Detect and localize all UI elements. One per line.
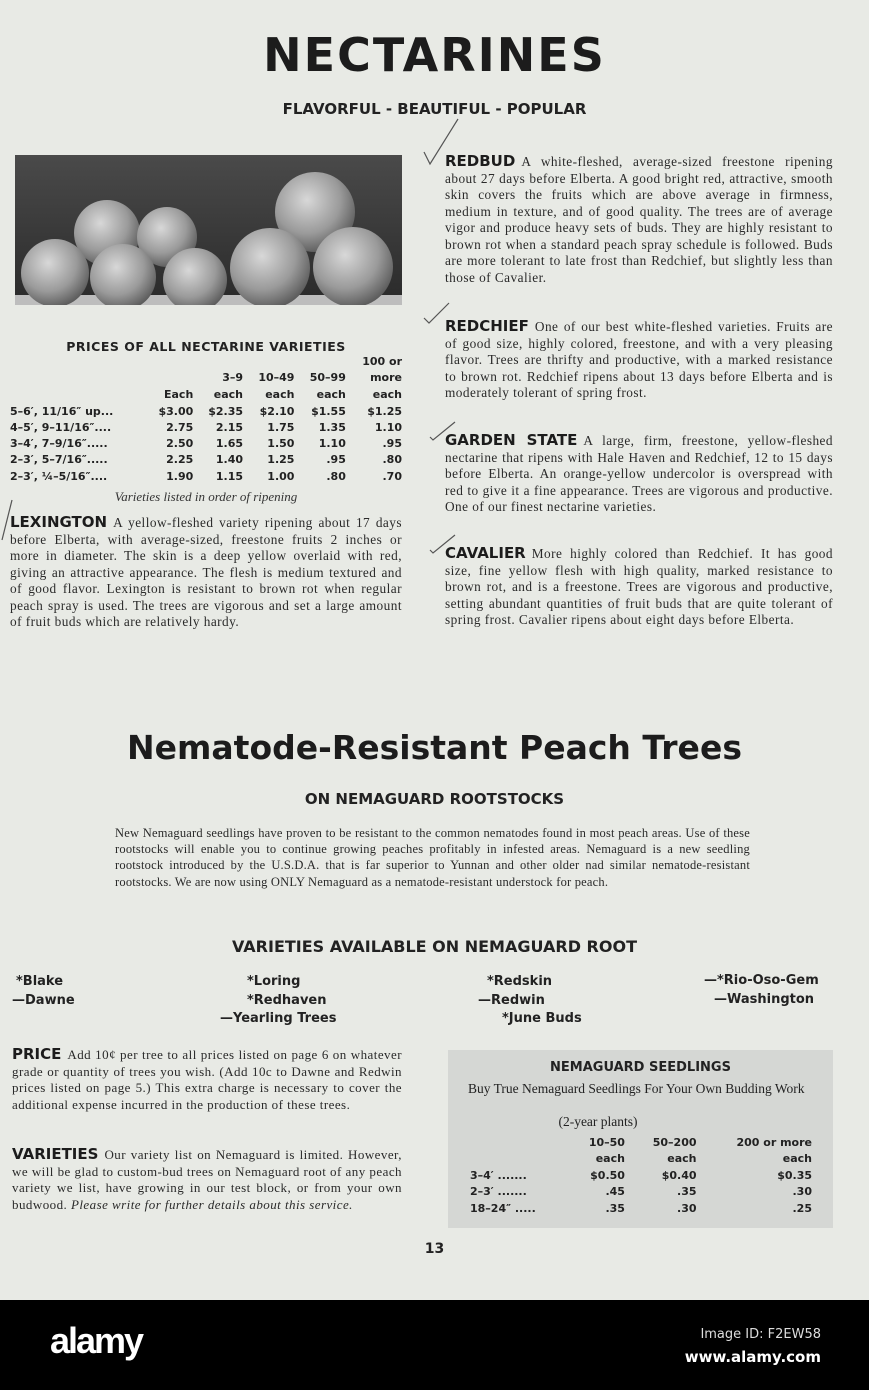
size-grade-cell: 4–5′, 9–11/16″....: [10, 420, 112, 434]
price-cell: $0.35: [777, 1168, 812, 1182]
price-cell: 1.90: [166, 469, 194, 483]
nectarine-price-table: [8, 354, 404, 484]
variety-name: CAVALIER: [445, 544, 526, 562]
variety-name: REDBUD: [445, 152, 516, 170]
seedlings-subtitle: Buy True Nemaguard Seedlings For Your Own Budding Work: [468, 1081, 805, 1096]
price-cell: $1.25: [367, 404, 402, 418]
watermark-footer: [0, 1300, 869, 1390]
price-text: Add 10¢ per tree to all prices listed on page 6 on whatever grade or quantity of trees you wish. (Add 10c to Dawne and Redwin prices listed on page 5.) This extra charge is necessary to cover the additional expense incurred in the production of these trees.: [12, 1047, 402, 1112]
price-cell: 1.65: [215, 437, 244, 451]
header-cell: [466, 1151, 568, 1168]
variety-item: —Yearling Trees: [220, 1011, 337, 1026]
size-grade-cell: 2–3′, 5–7/16″.....: [10, 453, 108, 467]
seedlings-plants-note: (2-year plants): [558, 1114, 638, 1129]
size-grade-cell: 5–6′, 11/16″ up...: [10, 404, 114, 418]
price-cell: $2.10: [259, 404, 295, 418]
header-cell: each: [667, 1152, 697, 1166]
table-row: [466, 1167, 816, 1184]
price-heading: PRICE: [12, 1045, 62, 1063]
ripening-caption: Varieties listed in order of ripening: [114, 489, 298, 504]
price-cell: .35: [605, 1201, 625, 1215]
price-cell: 1.40: [215, 453, 244, 467]
price-cell: .25: [792, 1201, 812, 1215]
table-row: [466, 1184, 816, 1201]
header-cell: 10–50: [588, 1135, 625, 1149]
price-cell: 1.10: [374, 420, 402, 434]
site-url: www.alamy.com: [684, 1348, 821, 1366]
price-cell: $2.35: [208, 404, 244, 418]
price-cell: 1.35: [318, 420, 346, 434]
price-cell: .70: [382, 469, 402, 483]
size-grade-cell: 3–4′, 7–9/16″.....: [10, 437, 108, 451]
prices-title: PRICES OF ALL NECTARINE VARIETIES: [66, 339, 346, 354]
variety-item: *Loring: [247, 974, 301, 989]
varieties-paragraph: [12, 1146, 402, 1213]
varieties-heading: VARIETIES: [12, 1145, 99, 1163]
variety-item: *Blake: [16, 974, 64, 989]
nectarines-photo: [15, 155, 402, 305]
variety-column: [220, 973, 336, 1029]
variety-garden-state: [445, 432, 833, 516]
header-cell: 50–99 each: [309, 371, 346, 401]
price-cell: .80: [382, 453, 402, 467]
price-cell: .30: [792, 1185, 812, 1199]
price-cell: 1.50: [267, 437, 295, 451]
price-cell: .95: [326, 453, 346, 467]
table-header-row: [466, 1151, 816, 1168]
price-cell: $0.50: [590, 1168, 625, 1182]
size-grade-cell: 2–3′, ¼–5/16″....: [10, 469, 108, 483]
header-cell: [8, 354, 146, 403]
variety-name: GARDEN STATE: [445, 431, 578, 449]
size-grade-cell: 3–4′ .......: [470, 1168, 527, 1182]
price-cell: 1.75: [267, 420, 295, 434]
alamy-logo: alamy: [50, 1320, 143, 1361]
price-cell: .95: [382, 437, 402, 451]
variety-item: *Redskin: [487, 974, 553, 989]
variety-column: [704, 972, 819, 1009]
table-header-row: [8, 354, 404, 403]
variety-description: More highly colored than Redchief. It has good size, fine yellow flesh with high quality, marked resistance to brown rot, and is a freestone. Trees are vigorous and productive, setting abundant quantities of fruit buds that are quite tolerant of spring frost. Cavalier ripens about eight days before Elberta.: [445, 546, 833, 627]
table-row: [8, 419, 404, 435]
price-cell: 2.75: [166, 420, 194, 434]
price-cell: .45: [605, 1185, 625, 1199]
header-cell: Each: [164, 387, 194, 401]
header-cell: each: [782, 1152, 812, 1166]
intro-paragraph: New Nemaguard seedlings have proven to be resistant to the common nematodes found in most peach areas. Use of these rootstocks will enable you to continue growing peaches profitably in infested areas. Nemaguard is a new seedling rootstock introduced by the U.S.D.A. that is far superior to Yunnan and other older nad similar nematode-resistant rootstocks. We are now using ONLY Nemaguard as a nematode-resistant understock for peach.: [115, 826, 750, 889]
section-subtitle: ON NEMAGUARD ROOTSTOCKS: [304, 790, 565, 808]
variety-redchief: [445, 318, 833, 402]
price-cell: $0.40: [661, 1168, 697, 1182]
variety-item: —Redwin: [478, 992, 545, 1008]
variety-item: *June Buds: [502, 1011, 582, 1026]
size-grade-cell: 18–24″ .....: [470, 1201, 536, 1215]
price-cell: 2.25: [166, 453, 194, 467]
variety-description: A yellow-fleshed variety ripening about 17 days before Elberta, with average-sized, freestone fruits 2 inches or more in diameter. The skin is a deep yellow overlaid with red, giving an attractive appearance. The flesh is medium textured and of good flavor. Lexington is resistant to brown rot when regular peach spray is used. The trees are vigorous and set a large amount of fruit buds which are relatively hardy.: [10, 515, 402, 629]
variety-column: [478, 973, 582, 1029]
price-cell: $3.00: [158, 404, 194, 418]
price-cell: 1.10: [318, 437, 346, 451]
page-subtitle: FLAVORFUL - BEAUTIFUL - POPULAR: [282, 100, 587, 118]
variety-lexington: [10, 514, 402, 631]
header-cell: 10–49 each: [258, 371, 295, 401]
page-number: 13: [424, 1241, 445, 1257]
variety-name: REDCHIEF: [445, 317, 529, 335]
table-row: [8, 468, 404, 484]
variety-description: One of our best white-fleshed varieties. Fruits are of good size, highly colored, freestone, and with a very pleasing flavor. Trees are thrifty and productive, with a marked resistance to brown rot. Redchief ripens about 13 days before Elberta and is moderately tolerant of spring frost.: [445, 319, 833, 400]
variety-cavalier: [445, 545, 833, 629]
image-id: Image ID: F2EW58: [700, 1327, 821, 1342]
variety-description: A large, firm, freestone, yellow-fleshed nectarine that ripens with Hale Haven and Redchief, 12 to 15 days before Elberta. An orange-yellow undercolor is overspread with red to give it a fine appearance. Trees are vigorous and productive. One of our finest nectarine varieties.: [445, 433, 833, 514]
header-cell: 200 or more: [736, 1135, 812, 1149]
variety-item: *Redhaven: [247, 992, 327, 1008]
page-title: NECTARINES: [263, 28, 606, 82]
varieties-note: Please write for further details about this service.: [70, 1196, 353, 1212]
header-cell: each: [595, 1152, 625, 1166]
variety-item: —*Rio-Oso-Gem: [704, 973, 819, 988]
header-cell: 100 or more each: [362, 355, 402, 401]
variety-redbud: [445, 153, 833, 286]
variety-item: —Dawne: [12, 992, 75, 1008]
table-row: [8, 435, 404, 451]
nemaguard-seedlings-box: [448, 1050, 833, 1228]
variety-name: LEXINGTON: [10, 513, 108, 531]
size-grade-cell: 2–3′ .......: [470, 1185, 527, 1199]
table-row: [8, 452, 404, 468]
variety-item: —Washington: [714, 991, 815, 1007]
price-cell: 1.15: [215, 469, 244, 483]
price-cell: $1.55: [311, 404, 346, 418]
price-cell: 1.25: [267, 453, 295, 467]
header-cell: 3–9 each: [213, 371, 244, 401]
price-cell: .35: [677, 1185, 697, 1199]
price-cell: 2.50: [166, 437, 194, 451]
price-paragraph: [12, 1046, 402, 1113]
section-title-nematode: Nematode-Resistant Peach Trees: [127, 728, 742, 767]
seedlings-price-table: [466, 1134, 816, 1217]
seedlings-title: NEMAGUARD SEEDLINGS: [550, 1060, 731, 1075]
price-cell: .30: [677, 1201, 697, 1215]
header-cell: 50–200: [652, 1135, 697, 1149]
price-cell: 2.15: [215, 420, 244, 434]
table-header-row: [466, 1134, 816, 1151]
varieties-available-title: VARIETIES AVAILABLE ON NEMAGUARD ROOT: [232, 937, 637, 956]
variety-column: [12, 973, 75, 1010]
header-cell: [466, 1134, 568, 1151]
table-row: [466, 1200, 816, 1217]
price-cell: 1.00: [267, 469, 295, 483]
varieties-text: Our variety list on Nemaguard is limited. However, we will be glad to custom-bud trees on Nemaguard root of any peach variety we list, have growing in our test block, or from your own budwood.: [12, 1147, 402, 1212]
variety-description: A white-fleshed, average-sized freestone ripening about 27 days before Elberta. A good bright red, attractive, smooth skin covers the fruits which are above average in firmness, medium in texture, and of good quality. The trees are of average vigor and produce heavy sets of buds. They are highly resistant to brown rot when a standard peach spray schedule is followed. Buds are more tolerant to late frost than Redchief, but slightly less than those of Cavalier.: [445, 154, 833, 285]
table-row: [8, 403, 404, 419]
price-cell: .80: [326, 469, 346, 483]
